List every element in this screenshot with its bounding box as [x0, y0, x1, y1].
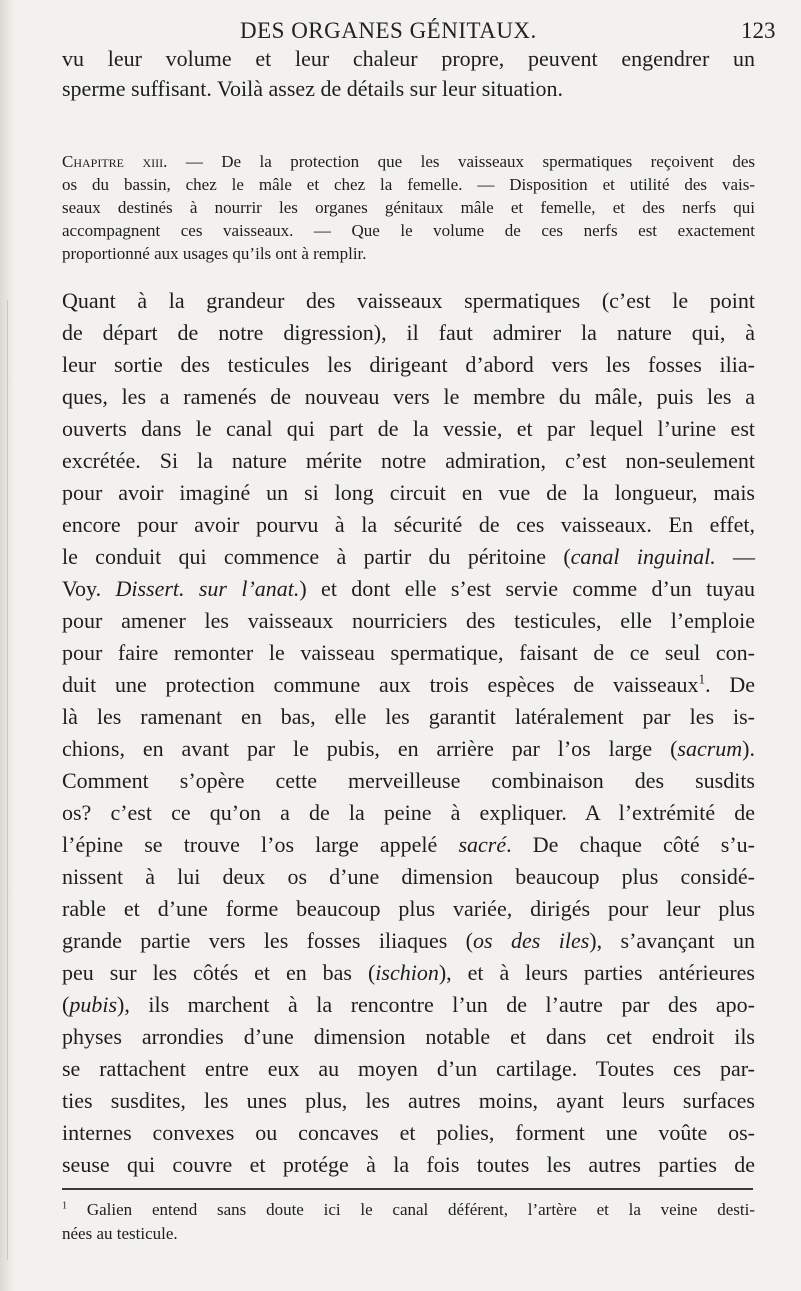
summary-line: accompagnent ces vaisseaux. — Que le volume de ces nerfs est exactement: [62, 221, 755, 240]
text-run: chions, en avant par le pubis, en arrière par l’os large (: [62, 736, 678, 761]
text-line: de départ de notre digression), il faut admirer la nature qui, à: [62, 320, 755, 345]
italic-term: Dissert. sur l’anat.: [115, 576, 300, 601]
text-line: rable et d’une forme beaucoup plus variée, dirigés pour leur plus: [62, 896, 755, 921]
footnote-line: [62, 1198, 755, 1222]
text-line: ties susdites, les unes plus, les autres moins, ayant leurs surfaces: [62, 1088, 755, 1113]
text-line: se rattachent entre eux au moyen d’un cartilage. Toutes ces par-: [62, 1056, 755, 1081]
footnote-divider: [62, 1188, 753, 1190]
text-run: (: [62, 992, 70, 1017]
running-title: DES ORGANES GÉNITAUX.: [240, 18, 537, 43]
text-line: ouverts dans le canal qui part de la vessie, et par lequel l’urine est: [62, 416, 755, 441]
page-gutter-line: [7, 300, 8, 1260]
text-line: [62, 573, 755, 605]
italic-term: sacré: [458, 832, 507, 857]
text-line: pour avoir imaginé un si long circuit en vue de la longueur, mais: [62, 480, 755, 505]
text-line: [62, 541, 755, 573]
intro-paragraph: [62, 44, 755, 104]
footnote: [62, 1198, 755, 1246]
text-run: —: [715, 544, 756, 569]
main-paragraph: [62, 285, 755, 1181]
italic-term: pubis: [69, 992, 118, 1017]
footnote-marker: 1: [62, 1200, 68, 1212]
text-run: ).: [742, 736, 755, 761]
italic-term: os des iles: [473, 928, 590, 953]
text-line: Quant à la grandeur des vaisseaux spermatiques (c’est le point: [62, 288, 755, 313]
text-line: sperme suffisant. Voilà assez de détails sur leur situation.: [62, 76, 564, 101]
text-line: [62, 733, 755, 765]
text-line: pour amener les vaisseaux nourriciers des testicules, elle l’emploie: [62, 608, 755, 633]
text-run: le conduit qui commence à partir du péritoine (: [62, 544, 571, 569]
italic-term: canal inguinal.: [570, 544, 716, 569]
footnote-reference[interactable]: 1: [698, 671, 706, 687]
text-run: . De: [705, 672, 755, 697]
text-run: ) et dont elle s’est servie comme d’un tuyau: [299, 576, 755, 601]
text-line: Comment s’opère cette merveilleuse combinaison des susdits: [62, 768, 755, 793]
summary-line: [62, 150, 755, 173]
summary-line: seaux destinés à nourrir les organes génitaux mâle et femelle, et des nerfs qui: [62, 198, 755, 217]
text-run: peu sur les côtés et en bas (: [62, 960, 376, 985]
text-line: [62, 989, 755, 1021]
text-line: excrétée. Si la nature mérite notre admiration, c’est non-seulement: [62, 448, 755, 473]
text-run: duit une protection commune aux trois espèces de vaisseaux: [62, 672, 699, 697]
text-run: Voy.: [62, 576, 116, 601]
chapter-summary: [62, 150, 755, 265]
text-run: . De chaque côté s’u-: [506, 832, 755, 857]
italic-term: ischion: [375, 960, 439, 985]
text-line: physes arrondies d’une dimension notable et dans cet endroit ils: [62, 1024, 755, 1049]
text-line: encore pour avoir pourvu à la sécurité de ces vaisseaux. En effet,: [62, 512, 755, 537]
text-line: internes convexes ou concaves et polies, forment une voûte os-: [62, 1120, 755, 1145]
text-run: ), ils marchent à la rencontre l’un de l’autre par des apo-: [117, 992, 755, 1017]
text-line: seuse qui couvre et protége à la fois toutes les autres parties de: [62, 1152, 755, 1177]
text-run: l’épine se trouve l’os large appelé: [62, 832, 459, 857]
text-line: nissent à lui deux os d’une dimension beaucoup plus considé-: [62, 864, 755, 889]
text-line: là les ramenant en bas, elle les garantit latéralement par les is-: [62, 704, 755, 729]
summary-line: os du bassin, chez le mâle et chez la femelle. — Disposition et utilité des vais-: [62, 175, 755, 194]
text-line: vu leur volume et leur chaleur propre, peuvent engendrer un: [62, 46, 755, 71]
text-line: os? c’est ce qu’on a de la peine à expliquer. A l’extrémité de: [62, 800, 755, 825]
summary-line: proportionné aux usages qu’ils ont à remplir.: [62, 244, 367, 263]
text-line: leur sortie des testicules les dirigeant d’abord vers les fosses ilia-: [62, 352, 755, 377]
footnote-line: nées au testicule.: [62, 1224, 178, 1243]
footnote-text: Galien entend sans doute ici le canal déférent, l’artère et la veine desti-: [67, 1200, 755, 1219]
text-run: ), s’avançant un: [589, 928, 755, 953]
text-line: [62, 829, 755, 861]
text-line: pour faire remonter le vaisseau spermatique, faisant de ce seul con-: [62, 640, 755, 665]
text-line: ques, les a ramenés de nouveau vers le membre du mâle, puis les a: [62, 384, 755, 409]
text-run: grande partie vers les fosses iliaques (: [62, 928, 474, 953]
text-run: ), et à leurs parties antérieures: [438, 960, 755, 985]
text-line: [62, 925, 755, 957]
text-line: [62, 957, 755, 989]
summary-text: — De la protection que les vaisseaux spermatiques reçoivent des: [185, 152, 755, 171]
italic-term: sacrum: [677, 736, 743, 761]
page-number: 123: [741, 18, 776, 43]
chapter-label: Chapitre xiii.: [62, 152, 168, 171]
text-line: [62, 669, 755, 701]
